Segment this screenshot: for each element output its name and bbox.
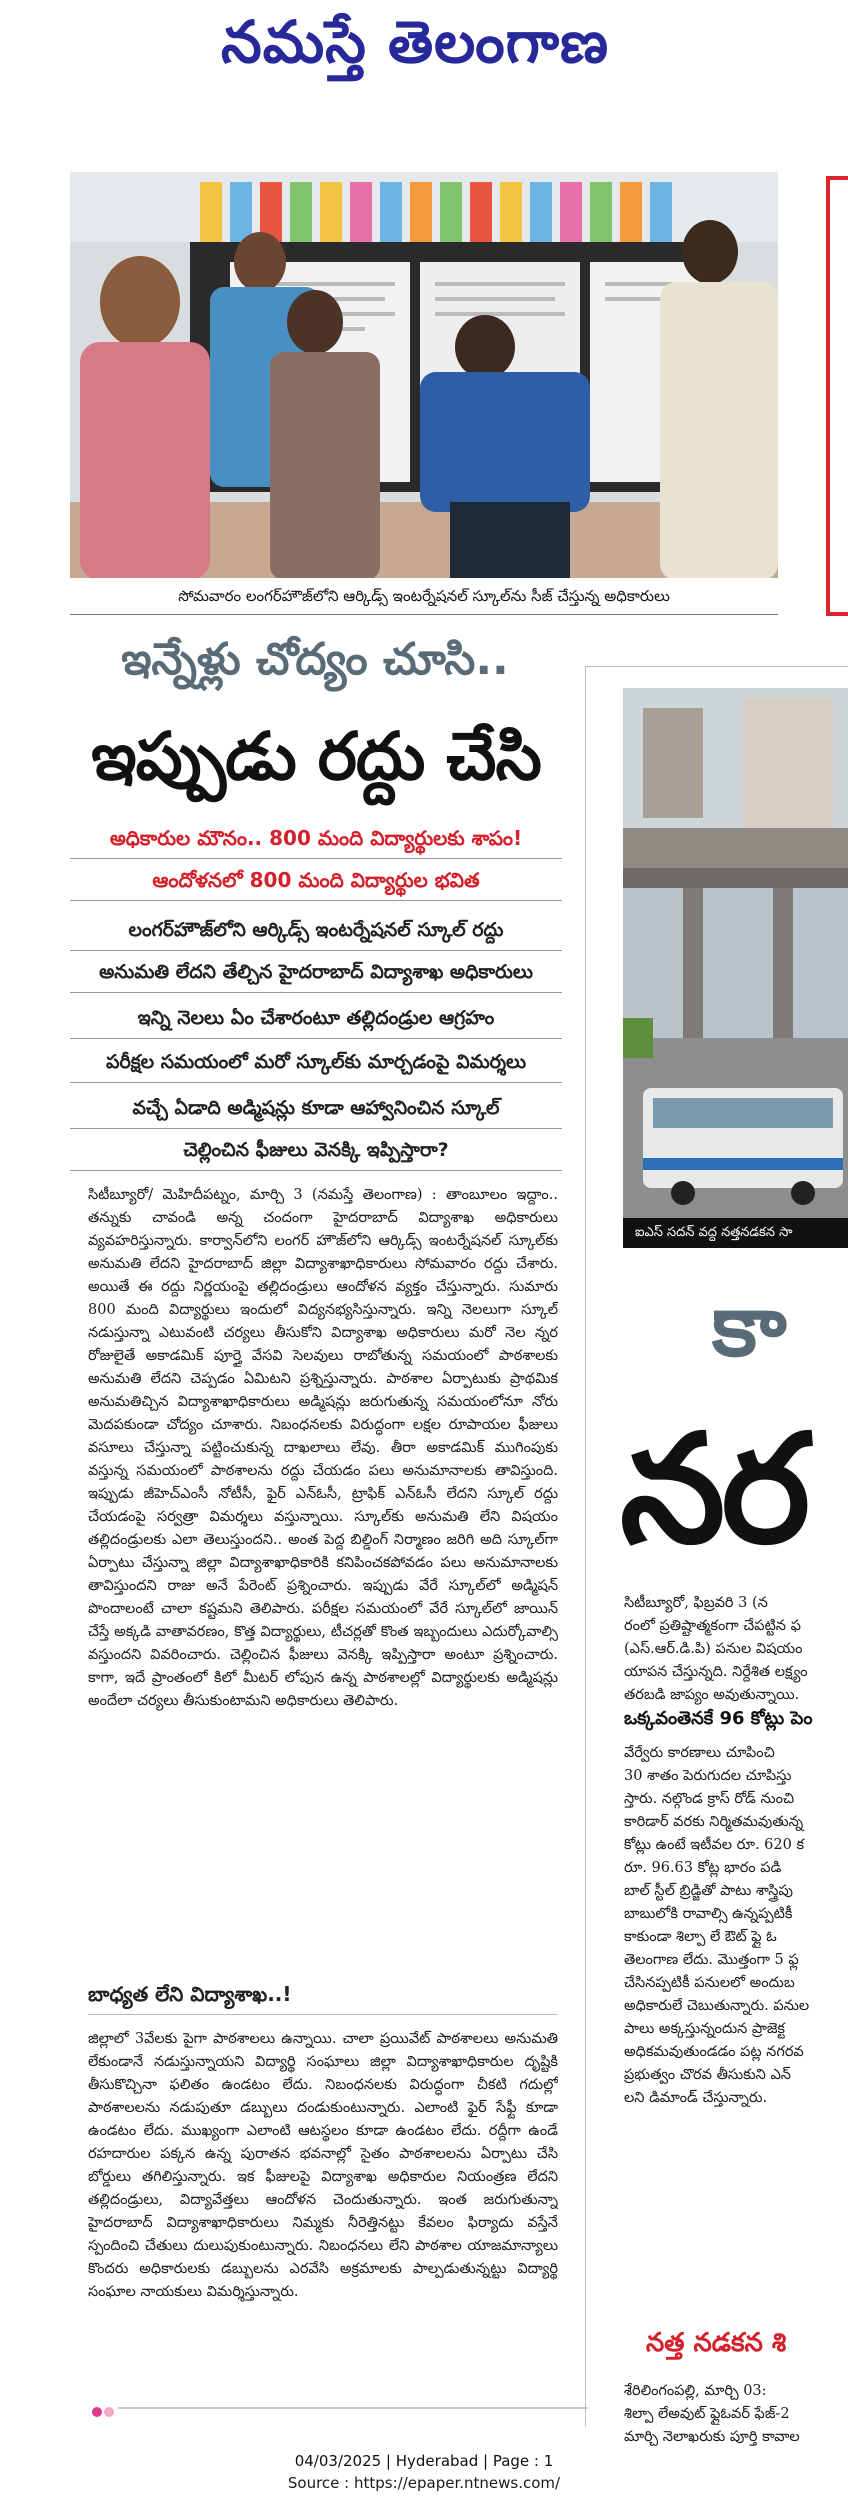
subhead-3: లంగర్‌హౌజ్‌లోని ఆర్కిడ్స్‌ ఇంటర్నేషనల్‌ స్కూల్‌ రద్దు — [128, 919, 504, 941]
subhead-8: చెల్లించిన ఫీజులు వెనక్కి ఇప్పిస్తారా? — [183, 1139, 449, 1161]
right-body-line: వేర్వేరు కారణాలు చూపించి — [624, 1745, 775, 1761]
subhead-rule — [70, 1038, 562, 1039]
right-body-line: స్తారు. నల్గొండ క్రాస్‌ రోడ్‌ నుంచి — [624, 1791, 795, 1807]
right-tail-line: శేరిలింగంపల్లి, మార్చి 03: — [624, 2383, 767, 2399]
section-underline — [88, 2014, 558, 2015]
subhead-5: ఇన్ని నెలలు ఏం చేశారంటూ తల్లిదండ్రుల ఆగ్రహం — [137, 1007, 495, 1029]
right-body-line: తెలంగాణ లేదు. మొత్తంగా 5 ఫ్ల — [624, 1952, 799, 1968]
page-footer — [0, 2450, 848, 2494]
right-subhead: ఒక్కవంతెనకే 96 కోట్లు పెం — [624, 1708, 813, 1729]
column-divider — [585, 666, 586, 2426]
footer-source-link[interactable]: Source : https://epaper.ntnews.com/ — [287, 2474, 561, 2492]
article-headline: ఇప్పుడు రద్దు చేసి — [91, 718, 541, 795]
end-marker — [92, 2402, 116, 2414]
right-headline: నర — [620, 1403, 807, 1577]
subhead-1: అధికారుల మౌనం.. 800 మంది విద్యార్థులకు శాపం! — [109, 826, 523, 850]
subhead-rule — [70, 900, 562, 901]
right-tail-line: శిల్పా లేఅవుట్‌ ఫ్లైఓవర్‌ ఫేజ్‌-2 — [624, 2406, 790, 2422]
right-intro-line: రంలో ప్రతిష్టాత్మకంగా చేపట్టిన ఫ — [624, 1618, 801, 1634]
right-body-line: అధికమవుతుండడం పట్ల నగరవ — [624, 2044, 804, 2060]
column-top-rule — [585, 666, 848, 667]
right-body-line: కాకుండా శిల్పా లే ఔట్‌ ఫ్లై ఓ — [624, 1929, 777, 1945]
subhead-7: వచ్చే ఏడాది అడ్మిషన్లు కూడా ఆహ్వానించిన స్కూల్‌ — [132, 1097, 500, 1119]
article-body-2: జిల్లాలో 3వేలకు పైగా పాఠశాలలు ఉన్నాయి. చాలా ప్రయివేట్‌ పాఠశాలలు అనుమతి లేకుండానే నడుస్తున్నాయని విద్యార్థి సంఘాలు జిల్లా విద్యాశాఖాధికారుల దృష్టికి తీసుకొచ్చినా ఫలితం ఉండటం లేదు. నిబంధనలకు విరుద్ధంగా చీకటి గదుల్లో పాఠశాలలను నడుపుతూ డబ్బులు దండుకుంటున్నారు. ఎలాంటి ఫైర్‌ సేఫ్టీ కూడా ఉండటం లేదు. ముఖ్యంగా ఎలాంటి ఆటస్థలం కూడా ఉండటం లేదు. రద్దీగా ఉండే రహదారుల పక్కన ఉన్న పురాతన భవనాల్లో సైతం పాఠశాలలను ఏర్పాటు చేసి బోర్డులు తగిలిస్తున్నారు. ఇక ఫీజులపై విద్యాశాఖ అధికారుల నియంత్రణ లేదని తల్లిదండ్రులు, విద్యావేత్తలు ఆందోళన చెందుతున్నారు. ఇంత జరుగుతున్నా హైదరాబాద్‌ విద్యాశాఖాధికారులు నిమ్మకు నీరెత్తినట్టు కేవలం ఫిర్యాదు వస్తేనే స్పందించి చేతులు దులుపుకుంటున్నారు. నిబంధనలు లేని పాఠశాల యాజమాన్యాలు కొందరు అధికారులకు డబ్బులను ఎరవేసి అక్రమాలకు పాల్పడుతున్నట్టు విద్యార్థి సంఘాల నాయకులు విమర్శిస్తున్నారు. — [88, 2031, 558, 2300]
right-body-line: బాబులోకి రావాల్సి ఉన్నప్పటికీ — [624, 1906, 793, 1922]
subhead-rule — [70, 1128, 562, 1129]
right-body-line: బాల్‌ స్టీల్‌ బ్రిడ్జితో పాటు శాస్త్రిపు — [624, 1883, 793, 1899]
top-photo — [70, 172, 778, 580]
subhead-2: ఆందోళనలో 800 మంది విద్యార్థుల భవిత — [152, 868, 480, 892]
right-body-line: కోట్లు ఉంటే ఇటీవల రూ. 620 క — [624, 1837, 805, 1853]
right-body-line: పాలు అక్కస్తున్నందున ప్రాజెక్ట — [624, 2021, 786, 2037]
right-photo-caption: ఐఎస్‌ సదన్‌ వద్ద నత్తనడకన సా — [623, 1218, 848, 1248]
right-photo-image — [623, 688, 848, 1238]
top-photo-image — [70, 172, 778, 580]
footer-date-line: 04/03/2025 | Hyderabad | Page : 1 — [294, 2452, 554, 2470]
right-body-line: లని డిమాండ్‌ చేస్తున్నారు. — [624, 2090, 768, 2106]
right-body-line: 30 శాతం పెరుగుదల చూపిస్తు — [624, 1768, 792, 1784]
subhead-rule — [70, 858, 562, 859]
section-heading: బాధ్యత లేని విద్యాశాఖ..! — [88, 1982, 292, 2006]
right-body-line: అధికారులే చెబుతున్నారు. పనుల — [624, 1998, 810, 2014]
right-intro-line: తరబడి జాప్యం అవుతున్నాయి. — [624, 1687, 800, 1703]
adjacent-box-frame — [826, 176, 848, 616]
right-body-line: రూ. 96.63 కోట్ల భారం పడి — [624, 1860, 782, 1876]
masthead-logo: నమస్తే తెలంగాణ — [221, 8, 609, 76]
masthead — [0, 0, 848, 90]
subhead-rule — [70, 1082, 562, 1083]
subhead-rule — [70, 992, 562, 993]
right-body-line: ప్రభుత్వం చొరవ తీసుకుని ఎన్ — [624, 2067, 791, 2083]
caption-rule — [70, 614, 778, 615]
article-kicker: ఇన్నేళ్లు చోద్యం చూసి.. — [121, 634, 509, 685]
photo-caption: సోమవారం లంగర్‌హౌజ్‌లోని ఆర్కిడ్స్‌ ఇంటర్నేషనల్‌ స్కూల్‌ను సీజ్‌ చేస్తున్న అధికారులు — [70, 578, 778, 614]
subhead-4: అనుమతి లేదని తేల్చిన హైదరాబాద్‌ విద్యాశాఖ అధికారులు — [99, 961, 533, 983]
subhead-6: పరీక్షల సమయంలో మరో స్కూల్‌కు మార్చడంపై విమర్శలు — [105, 1051, 527, 1073]
right-intro-line: సిటీబ్యూరో, ఫిబ్రవరి 3 (న — [624, 1595, 768, 1611]
article-body-1: సిటీబ్యూరో/ మెహిదీపట్నం, మార్చి 3 (నమస్తే తెలంగాణ) : తాంబూలం ఇద్దాం.. తన్నుకు చావండి అన్న చందంగా హైదరాబాద్‌ విద్యాశాఖ అధికారులు వ్యవహరిస్తున్నారు. కార్వాన్‌లోని లంగర్‌ హౌజ్‌లోని ఆర్కిడ్స్‌ ఇంటర్నేషనల్‌ స్కూల్‌కు అనుమతి లేదని హైదరాబాద్‌ జిల్లా విద్యాశాఖాధికారులు సోమవారం రద్దు చేశారు. అయితే ఈ రద్దు నిర్ణయంపై తల్లిదండ్రులు ఆందోళన వ్యక్తం చేస్తున్నారు. సుమారు 800 మంది విద్యార్థులు ఇందులో విద్యనభ్యసిస్తున్నారు. ఇన్ని నెలలుగా స్కూల్‌ నడుస్తున్నా ఎటువంటి చర్యలు తీసుకోని విద్యాశాఖ అధికారులు మరో నెల న్నర రోజులైతే అకాడమిక్‌ పూర్తై వేసవి సెలవులు రాబోతున్న సమయంలో పాఠశాలకు అనుమతి లేదని చెప్పడం ఏమిటని ప్రశ్నిస్తున్నారు. పాఠశాల ఏర్పాటుకు ప్రాథమిక అనుమతిచ్చిన విద్యాశాఖాధికారులు అడ్మిషన్లు జరుగుతున్న సమయంలోనూ నోరు మెదపకుండా చోద్యం చూశారు. నిబంధనలకు విరుద్ధంగా లక్షల రూపాయల ఫీజులు వసూలు చేస్తున్నా పట్టించుకున్న దాఖలాలు లేవు. తీరా అకాడమిక్‌ ముగింపుకు వస్తున్న సమయంలో పాఠశాలను రద్దు చేయడం పలు అనుమానాలకు తావిస్తుంది. ఇప్పుడు జీహెచ్‌ఎంసీ నోటీసీ, ఫైర్‌ ఎన్‌ఓసీ, ట్రాఫిక్‌ ఎన్‌ఓసీ లేదని స్కూల్‌ రద్దు చేయడంపై సర్వత్రా విమర్శలు వస్తున్నాయి. స్కూల్‌కు అనుమతి లేని విషయం తల్లిదండ్రులకు ఎలా తెలుస్తుందని.. అంత పెద్ద బిల్డింగ్‌ నిర్మాణం జరిగి అది స్కూల్‌గా ఏర్పాటు చేస్తున్నా జిల్లా విద్యాశాఖాధికారికి కనిపించకపోవడం పలు అనుమానాలకు తావిస్తుందని రాజు అనే పేరెంట్‌ ప్రశ్నించారు. ఇప్పుడు వేరే స్కూల్‌లో అడ్మిషన్‌ పొందాలంటే చాలా కష్టమని తెలిపారు. పరీక్షల సమయంలో వేరే స్కూల్‌లో జాయిన్‌ చేస్తే అక్కడి వాతావరణం, కొత్త విద్యార్థులు, టీచర్లతో కొంత ఇబ్బందులు ఎదుర్కోవాల్సి వస్తుందని వివరించారు. చెల్లించిన ఫీజులు వెనక్కి ఇప్పిస్తారా అంటూ ప్రశ్నించారు. కాగా, ఇదే ప్రాంతంలో కిలో మీటర్‌ లోపున ఉన్న పాఠశాలల్లో విద్యార్థులకు అడ్మిషన్లు అందేలా చర్యలు తీసుకుంటామని అధికారులు తెలిపారు. — [88, 1187, 558, 1709]
right-tail-line: మార్చి నెలాఖరుకు పూర్తి కావాల — [624, 2429, 800, 2445]
right-body-line: చేసినప్పటికీ పనులలో అందుబ — [624, 1975, 795, 1991]
right-intro-line: (ఎస్‌.ఆర్‌.డి.పి) పనుల విషయం — [624, 1641, 803, 1657]
right-photo — [623, 688, 848, 1238]
right-kicker: కా — [712, 1276, 787, 1376]
subhead-rule — [70, 950, 562, 951]
subhead-rule — [70, 1170, 562, 1171]
right-red-heading: నత్త నడకన శి — [646, 2328, 787, 2358]
end-rule — [118, 2407, 588, 2409]
right-intro-line: యాపన చేస్తున్నది. నిర్దేశిత లక్ష్యం — [624, 1664, 808, 1680]
right-body-line: కారిడార్‌ వరకు నిర్మితమవుతున్న — [624, 1814, 804, 1830]
